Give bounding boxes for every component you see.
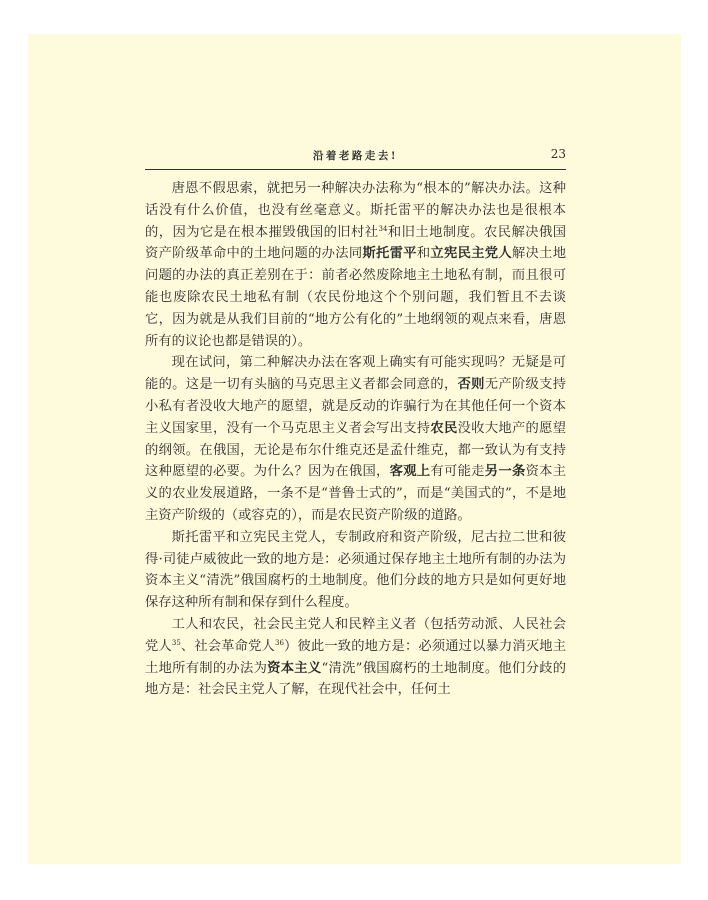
text-run: 现在试问，第二种解决办法在客观上确实有可能实现吗？无疑是可能的。这是一切有头脑的马克思主义者都会同意的， (145, 355, 566, 393)
text-run: 唐恩不假思索，就把另一种解决办法称为“根本的”解决办法。这种话没有什么价值，也没有丝毫意义。斯托雷平的解决办法也是很根本的，因为它是在根本摧毁俄国的旧村社 (145, 181, 566, 240)
emphasis-text: 农民 (430, 420, 458, 436)
text-run: 没收大地产的愿望的纲领。在俄国，无论是布尔什维克还是孟什维克，都一致认为有支持这种愿望的必要。为什么？因为在俄国， (145, 420, 567, 480)
text-run: 和旧土地制度。农民解决俄国资产阶级革命中的土地问题的办法同 (145, 224, 567, 262)
footnote-ref: 36 (274, 638, 284, 647)
text-run: 资本主义的农业发展道路，一条不是“普鲁士式的”，而是“美国式的”，不是地主资产阶级的（或容克的），而是农民资产阶级的道路。 (145, 464, 567, 523)
paragraph (145, 352, 566, 526)
text-run: 工人和农民，社会民主党人和民粹主义者（包括劳动派、人民社会党人 (145, 616, 566, 654)
text-run: “清洗”俄国腐朽的土地制度。他们分歧的地方是：社会民主党人了解，在现代社会中，任何土 (145, 660, 567, 698)
emphasis-text: 立宪民主党人 (430, 246, 512, 262)
emphasis-text: 否则 (457, 377, 485, 393)
body-text (145, 178, 566, 701)
page-number: 23 (550, 147, 566, 161)
page-header (145, 143, 566, 170)
text-run: 无产阶级支持小私有者没收大地产的愿望，就是反动的诈骗行为在其他任何一个资本主义国家里，没有一个马克思主义者会写出支持 (145, 377, 567, 436)
running-title: 沿着老路走去! (312, 150, 399, 162)
text-run: 和 (416, 246, 431, 262)
paragraph (145, 527, 566, 614)
text-run: 斯托雷平和立宪民主党人，专制政府和资产阶级，尼古拉二世和彼得·司徒卢威彼此一致的地方是：必须通过保存地主土地所有制的办法为资本主义“清洗”俄国腐朽的土地制度。他们分歧的地方只是如何更好地保存这种所有制和保存到什么程度。 (145, 529, 566, 611)
emphasis-text: 客观上 (389, 464, 431, 480)
emphasis-text: 斯托雷平 (362, 246, 417, 262)
text-run: 解决土地问题的办法的真正差别在于：前者必然废除地主土地私有制，而且很可能也废除农民土地私有制（农民份地这个个别问题，我们暂且不去谈它，因为就是从我们目前的“地方公有化的”土地纲领的观点来看，唐恩所有的议论也都是错误的）。 (145, 246, 567, 349)
text-run: 有可能走 (430, 464, 485, 480)
footnote-ref: 34 (378, 224, 388, 233)
emphasis-text: 另一条 (484, 464, 526, 480)
text-run: 、社会革命党人 (180, 638, 275, 654)
paragraph (145, 614, 566, 701)
footnote-ref: 35 (171, 638, 181, 647)
emphasis-text: 资本主义 (267, 660, 322, 676)
text-run: ）彼此一致的地方是：必须通过以暴力消灭地主土地所有制的办法为 (145, 638, 567, 676)
paragraph (145, 178, 566, 352)
